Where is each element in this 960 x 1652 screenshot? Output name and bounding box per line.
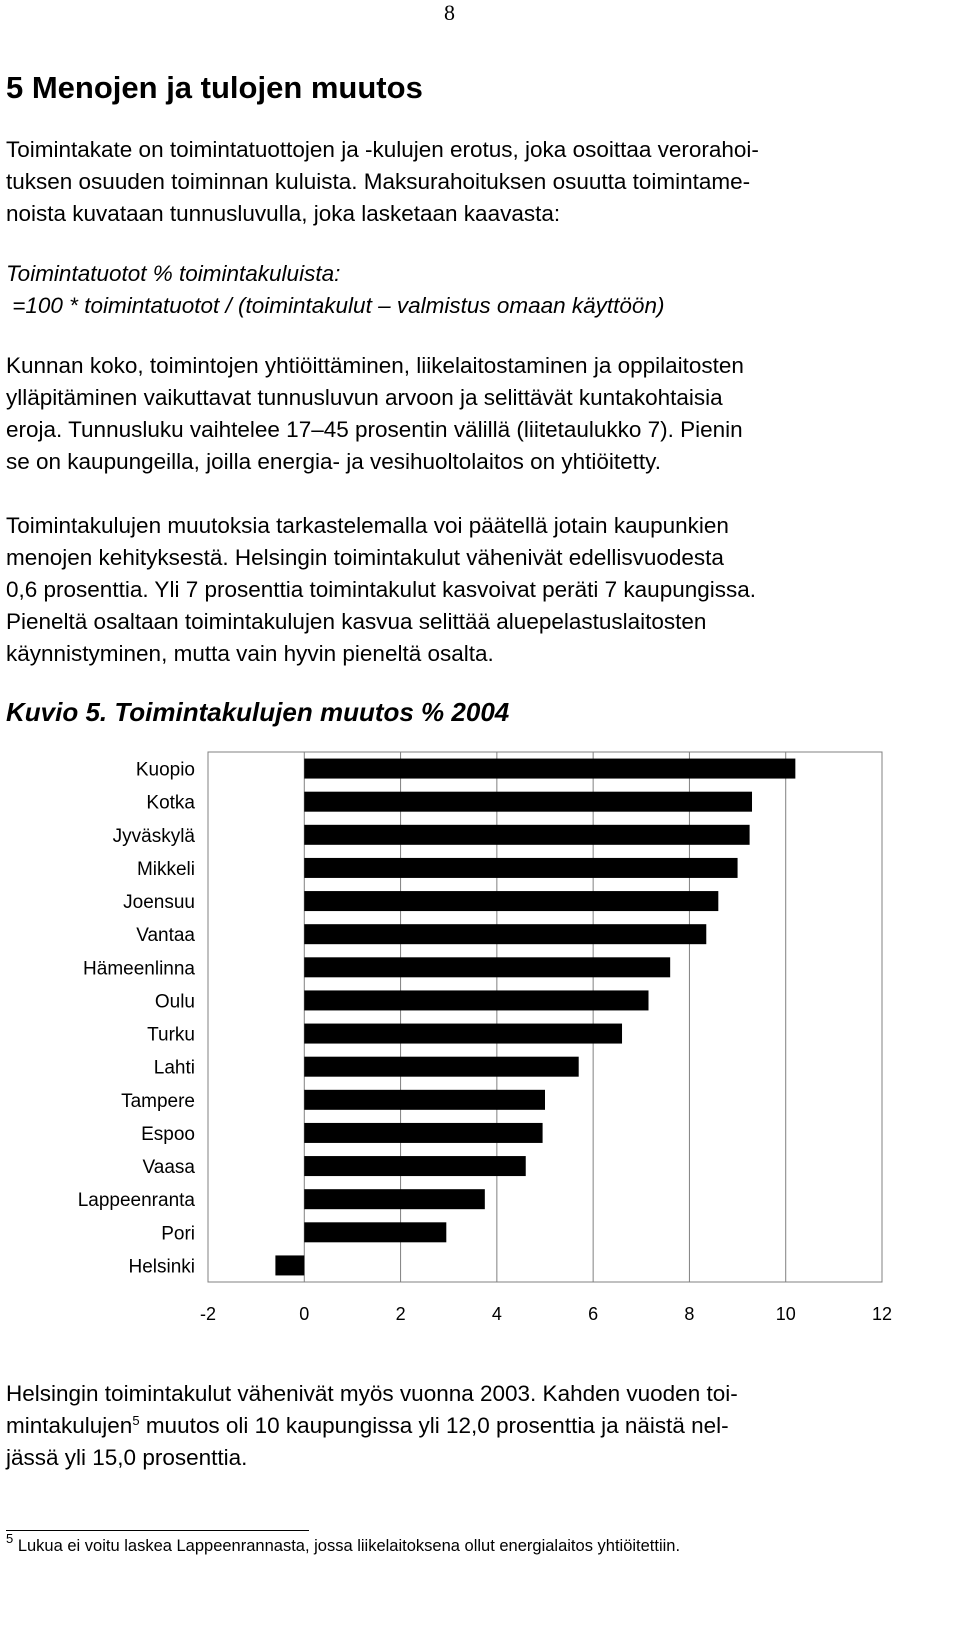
text-line: Pieneltä osaltaan toimintakulujen kasvua selittää aluepelastuslaitosten bbox=[6, 609, 707, 634]
section-heading: 5 Menojen ja tulojen muutos bbox=[6, 70, 423, 105]
formula-block bbox=[6, 258, 936, 322]
text-line: ylläpitäminen vaikuttavat tunnusluvun arvoon ja selittävät kuntakohtaisia bbox=[6, 385, 723, 410]
text-line: Toimintakate on toimintatuottojen ja -kulujen erotus, joka osoittaa verorahoi- bbox=[6, 137, 759, 162]
bar-jyväskylä bbox=[304, 825, 749, 845]
page-number: 8 bbox=[444, 0, 455, 25]
footnote-marker: 5 bbox=[6, 1531, 14, 1546]
paragraph-indicator bbox=[6, 350, 936, 478]
footnote-text: Lukua ei voitu laskea Lappeenrannasta, jossa liikelaitoksena ollut energialaitos yhtiöitettiin. bbox=[13, 1537, 681, 1555]
text-line: menojen kehityksestä. Helsingin toimintakulut vähenivät edellisvuodesta bbox=[6, 545, 724, 570]
x-tick-label: 8 bbox=[684, 1304, 695, 1324]
category-label: Lahti bbox=[153, 1057, 195, 1079]
bar-chart bbox=[0, 740, 960, 1360]
bar-lahti bbox=[304, 1057, 578, 1077]
text-fragment: mintakulujen bbox=[6, 1413, 133, 1438]
bar-joensuu bbox=[304, 891, 718, 911]
category-label: Vaasa bbox=[142, 1157, 195, 1179]
x-tick-label: -2 bbox=[199, 1304, 217, 1324]
chart-bars bbox=[275, 759, 795, 1276]
category-label: Joensuu bbox=[123, 892, 195, 914]
category-label: Vantaa bbox=[136, 925, 195, 947]
figure-title: Kuvio 5. Toimintakulujen muutos % 2004 bbox=[6, 697, 510, 727]
bar-mikkeli bbox=[304, 858, 737, 878]
category-label: Oulu bbox=[154, 991, 195, 1013]
category-label: Turku bbox=[147, 1024, 195, 1046]
text-line: Toimintakulujen muutoksia tarkastelemalla voi päätellä jotain kaupunkien bbox=[6, 513, 729, 538]
bar-hämeenlinna bbox=[304, 957, 670, 977]
bar-pori bbox=[304, 1222, 446, 1242]
category-label: Lappeenranta bbox=[77, 1190, 195, 1212]
category-label: Mikkeli bbox=[136, 858, 195, 880]
x-tick-label: 0 bbox=[299, 1304, 310, 1324]
paragraph-intro bbox=[6, 134, 936, 230]
x-tick-label: 6 bbox=[588, 1304, 599, 1324]
text-line bbox=[6, 1410, 936, 1442]
category-label: Espoo bbox=[141, 1123, 195, 1145]
text-line: noista kuvataan tunnusluvulla, joka lasketaan kaavasta: bbox=[6, 201, 561, 226]
bar-vantaa bbox=[304, 924, 706, 944]
text-line: käynnistyminen, mutta vain hyvin pieneltä osalta. bbox=[6, 641, 494, 666]
paragraph-costs bbox=[6, 510, 936, 670]
bar-espoo bbox=[304, 1123, 542, 1143]
text-line: 0,6 prosenttia. Yli 7 prosenttia toimintakulut kasvoivat peräti 7 kaupungissa. bbox=[6, 577, 757, 602]
category-label: Kuopio bbox=[135, 759, 195, 781]
bar-vaasa bbox=[304, 1156, 525, 1176]
bar-oulu bbox=[304, 990, 648, 1010]
chart-category-labels bbox=[78, 760, 196, 1278]
category-label: Pori bbox=[161, 1223, 195, 1245]
footnote bbox=[6, 1531, 681, 1556]
paragraph-helsinki bbox=[6, 1378, 936, 1474]
bar-kuopio bbox=[304, 759, 795, 779]
x-tick-label: 4 bbox=[491, 1304, 502, 1324]
text-line: eroja. Tunnusluku vaihtelee 17–45 prosentin välillä (liitetaulukko 7). Pienin bbox=[6, 417, 743, 442]
category-label: Tampere bbox=[121, 1090, 195, 1112]
text-line: Kunnan koko, toimintojen yhtiöittäminen, liikelaitostaminen ja oppilaitosten bbox=[6, 353, 744, 378]
text-line: se on kaupungeilla, joilla energia- ja vesihuoltolaitos on yhtiöitetty. bbox=[6, 449, 661, 474]
category-label: Hämeenlinna bbox=[83, 958, 195, 980]
text-line: tuksen osuuden toiminnan kuluista. Maksurahoituksen osuutta toimintame- bbox=[6, 169, 751, 194]
bar-tampere bbox=[304, 1090, 545, 1110]
footnote-divider bbox=[6, 1530, 309, 1531]
bar-lappeenranta bbox=[304, 1189, 485, 1209]
category-label: Jyväskylä bbox=[112, 825, 195, 847]
bar-turku bbox=[304, 1024, 622, 1044]
text-fragment: muutos oli 10 kaupungissa yli 12,0 prosenttia ja näistä nel- bbox=[139, 1413, 729, 1438]
category-label: Kotka bbox=[146, 792, 195, 814]
formula-expression: =100 * toimintatuotot / (toimintakulut – valmistus omaan käyttöön) bbox=[6, 293, 665, 318]
bar-helsinki bbox=[275, 1255, 304, 1275]
x-tick-label: 2 bbox=[395, 1304, 406, 1324]
category-label: Helsinki bbox=[128, 1256, 195, 1278]
x-tick-label: 12 bbox=[871, 1304, 893, 1324]
bar-kotka bbox=[304, 792, 752, 812]
chart-tick-labels bbox=[200, 1304, 892, 1324]
footnote-reference: 5 bbox=[132, 1413, 140, 1428]
x-tick-label: 10 bbox=[775, 1304, 796, 1324]
formula-label: Toimintatuotot % toimintakuluista: bbox=[6, 261, 341, 286]
text-line: Helsingin toimintakulut vähenivät myös vuonna 2003. Kahden vuoden toi- bbox=[6, 1381, 738, 1406]
text-line: jässä yli 15,0 prosenttia. bbox=[6, 1445, 248, 1470]
